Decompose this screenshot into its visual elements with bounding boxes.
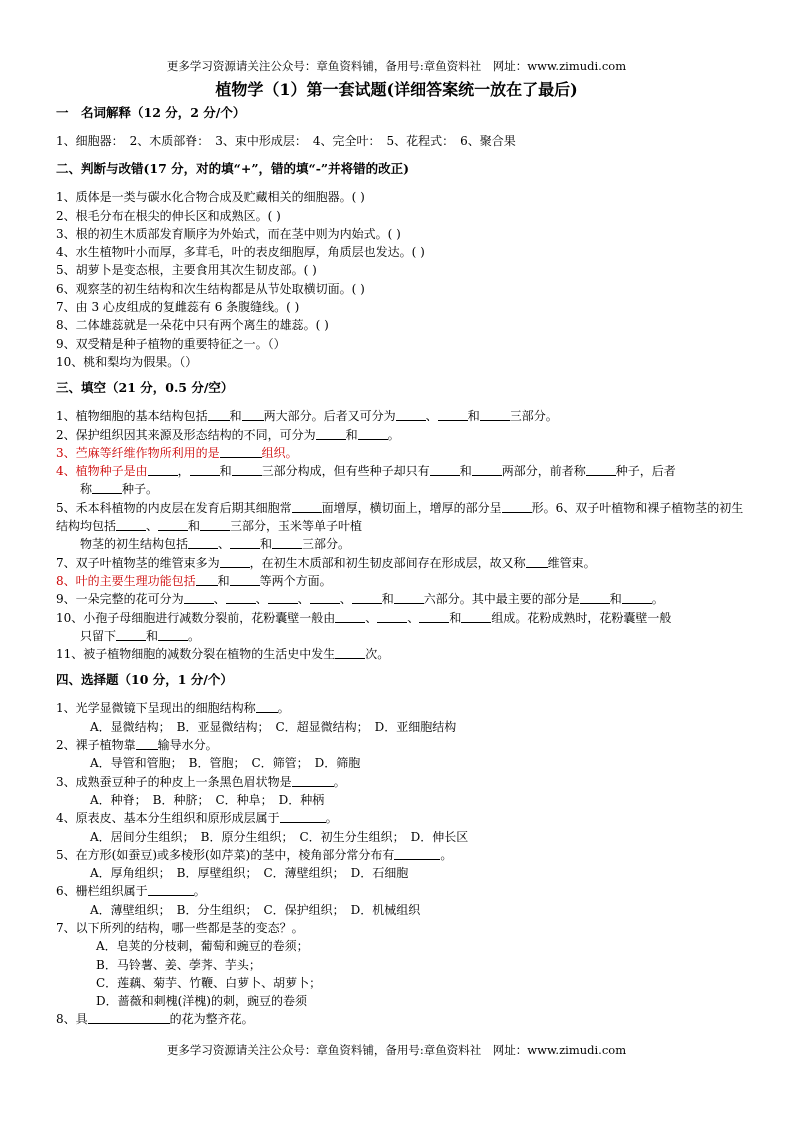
fill-question-7: 7、双子叶植物茎的维管束多为 ，在初生木质部和初生韧皮部间存在形成层，故又称 维管束。: [56, 555, 596, 570]
choice-options-2: A．导管和管胞； B．管胞； C．筛管； D．筛胞: [90, 756, 361, 771]
choice-question-6: 6、栅栏组织属于 。: [56, 884, 206, 899]
section-1-terms: 1、细胞器： 2、木质部脊： 3、束中形成层： 4、完全叶： 5、花程式： 6、聚合果: [56, 134, 516, 148]
choice-question-3: 3、成熟蚕豆种子的种皮上一条黑色眉状物是 。: [56, 774, 346, 789]
fill-question-9: 9、一朵完整的花可分为 、 、 、 、 和 六部分。其中最主要的部分是 和 。: [56, 592, 664, 607]
choice-question-8: 8、具 的花为整齐花。: [56, 1012, 254, 1027]
choice-option-7a: A．皂荚的分枝刺，葡萄和豌豆的卷须；: [96, 939, 309, 954]
fill-question-4: 4、植物种子是由 ， 和 三部分构成，但有些种子却只有 和 两部分，前者称 种子，后者: [56, 464, 676, 479]
fill-question-4-cont: 称 种子。: [80, 482, 159, 497]
fill-question-2: 2、保护组织因其来源及形态结构的不同，可分为 和 。: [56, 427, 400, 442]
section-3-heading: 三、填空（21 分，0.5 分/空）: [56, 380, 234, 396]
page-header: 更多学习资源请关注公众号：章鱼资料铺，备用号:章鱼资料社 网址：www.zimudi.com: [166, 59, 627, 73]
judge-item-6: 6、观察茎的初生结构和次生结构都是从节处取横切面。( ): [56, 281, 365, 296]
choice-options-3: A．种脊； B．种脐； C．种阜； D．种柄: [90, 792, 325, 807]
choice-options-6: A．薄壁组织； B．分生组织； C．保护组织； D．机械组织: [90, 902, 421, 917]
judge-item-7: 7、由 3 心皮组成的复雌蕊有 6 条腹缝线。( ): [56, 300, 300, 315]
fill-question-6-cont: 物茎的初生结构包括 、 和 三部分。: [80, 537, 351, 552]
choice-question-5: 5、在方形(如蚕豆)或多棱形(如芹菜)的茎中，棱角部分常分布有 。: [56, 847, 453, 862]
fill-question-10-cont: 只留下 和 。: [80, 628, 201, 643]
page-footer: 更多学习资源请关注公众号：章鱼资料铺，备用号:章鱼资料社 网址：www.zimudi.com: [166, 1043, 627, 1057]
choice-question-1: 1、光学显微镜下呈现出的细胞结构称 。: [56, 701, 290, 716]
choice-option-7b: B．马铃薯、姜、荸荠、芋头；: [96, 957, 261, 972]
fill-question-1: 1、植物细胞的基本结构包括 和 两大部分。后者又可分为 、 和 三部分。: [56, 409, 558, 424]
fill-question-5-6: 5、禾本科植物的内皮层在发育后期其细胞常 面增厚，横切面上，增厚的部分呈 形。6、双子叶植物和裸子植物茎的初生结构均包括 、 和 三部分，玉米等单子叶植: [56, 500, 744, 534]
judge-item-2: 2、根毛分布在根尖的伸长区和成熟区。( ): [56, 208, 281, 223]
choice-question-2: 2、裸子植物靠 输导水分。: [56, 738, 218, 753]
judge-item-8: 8、二体雄蕊就是一朵花中只有两个离生的雄蕊。( ): [56, 318, 329, 333]
fill-question-10: 10、小孢子母细胞进行减数分裂前，花粉囊壁一般由 、 、 和 组成。花粉成熟时，花粉囊壁一般: [56, 610, 672, 625]
judge-item-3: 3、根的初生木质部发育顺序为外始式，而在茎中则为内始式。( ): [56, 226, 401, 241]
choice-options-5: A．厚角组织； B．厚壁组织； C．薄壁组织； D．石细胞: [90, 866, 409, 881]
exam-content: [56, 104, 746, 1029]
judge-item-10: 10、桃和梨均为假果。（）: [56, 354, 198, 369]
section-2-heading: 二、判断与改错(17 分，对的填“+”，错的填“-”并将错的改正): [56, 161, 409, 177]
choice-option-7c: C．莲藕、菊芋、竹鞭、白萝卜、胡萝卜；: [96, 975, 322, 990]
judge-item-4: 4、水生植物叶小而厚，多茸毛，叶的表皮细胞厚，角质层也发达。( ): [56, 245, 425, 260]
page-title: 植物学（1）第一套试题(详细答案统一放在了最后): [215, 80, 578, 99]
judge-item-9: 9、双受精是种子植物的重要特征之一。（）: [56, 336, 286, 351]
choice-question-7: 7、以下所列的结构，哪一些都是茎的变态？。: [56, 920, 304, 935]
judge-item-1: 1、质体是一类与碳水化合物合成及贮藏相关的细胞器。( ): [56, 190, 365, 205]
choice-options-4: A．居间分生组织； B．原分生组织； C．初生分生组织； D．伸长区: [90, 829, 469, 844]
judge-item-5: 5、胡萝卜是变态根，主要食用其次生韧皮部。( ): [56, 263, 317, 278]
section-1-heading: 一 名词解释（12 分，2 分/个）: [56, 105, 246, 120]
fill-question-11: 11、被子植物细胞的减数分裂在植物的生活史中发生 次。: [56, 647, 390, 662]
choice-question-4: 4、原表皮、基本分生组织和原形成层属于 。: [56, 811, 338, 826]
fill-question-3: 3、苎麻等纤维作物所利用的是 组织。: [56, 445, 298, 460]
choice-option-7d: D．蔷薇和刺槐(洋槐)的刺，豌豆的卷须: [96, 994, 307, 1009]
section-4-heading: 四、选择题（10 分，1 分/个）: [56, 672, 233, 688]
fill-question-8: 8、叶的主要生理功能包括 和 等两个方面。: [56, 573, 332, 588]
choice-options-1: A．显微结构； B．亚显微结构； C．超显微结构； D．亚细胞结构: [90, 719, 457, 734]
